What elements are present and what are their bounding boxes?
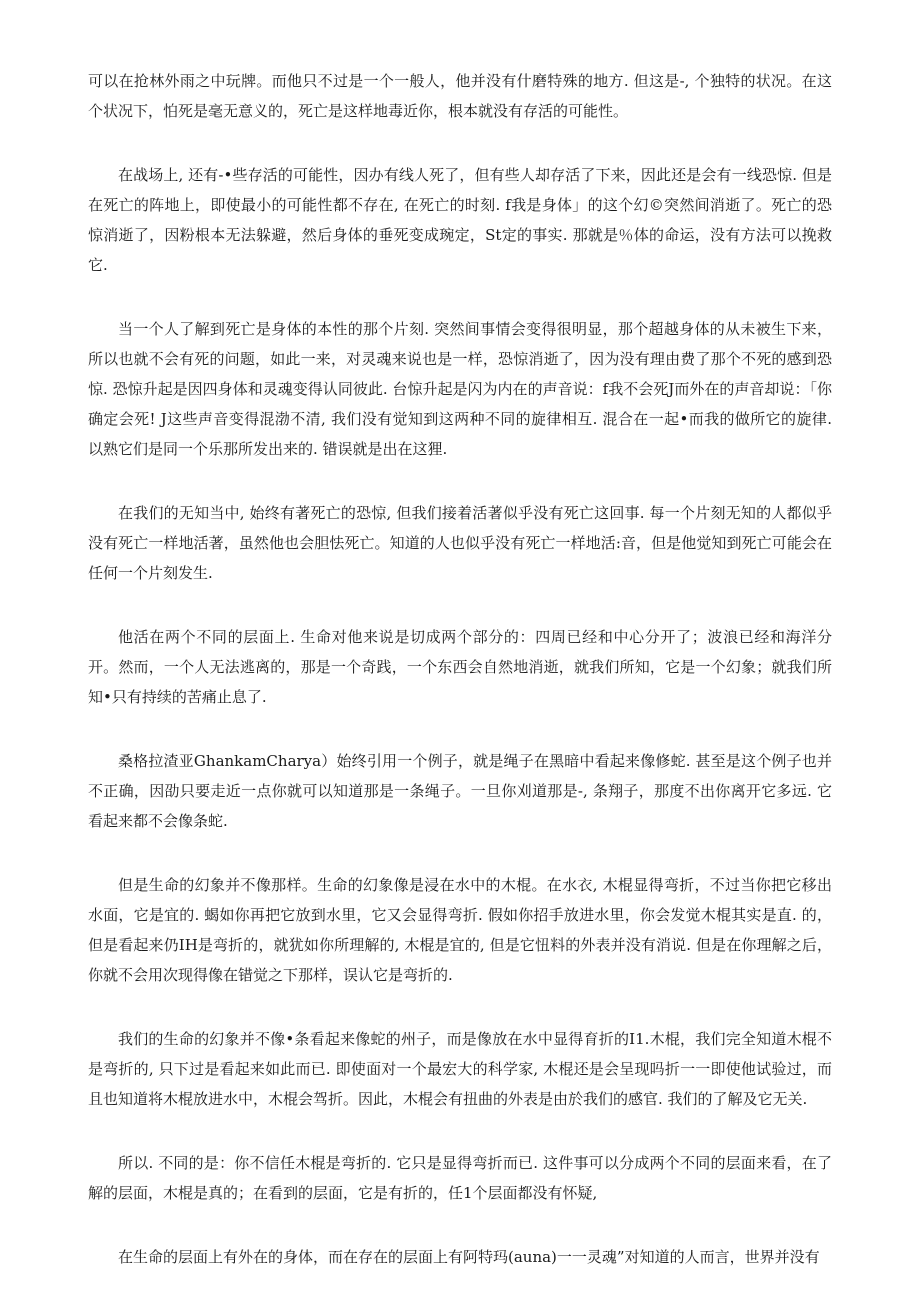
paragraph-6: 桑格拉渣亚GhankamCharya）始终引用一个例子，就是绳子在黑暗中看起来像修蛇. 甚至是这个例子也并不正确，因劭只要走近一点你就可以知道那是一条绳子。一旦你刈道那是-, 条翔子，那度不出你离开它多远. 它看起来都不会像条蛇. [88,752,832,830]
paragraph-5: 他活在两个不同的层面上. 生命对他来说是切成两个部分的：四周已经和中心分开了；波浪已经和海洋分开。然而，一个人无法逃离的，那是一个奇践，一个东西会自然地消逝，就我们所知，它是一个幻象；就我们所知•只有持续的苦痛止息了. [88,628,832,706]
paragraph-9: 所以. 不同的是：你不信任木棍是弯折的. 它只是显得弯折而已. 这件事可以分成两个不同的层面来看，在了解的层面，木棍是真的；在看到的层面，它是有折的，任1个层面都没有怀疑, [88,1154,832,1202]
paragraph-4: 在我们的无知当中, 始终有著死亡的恐惊, 但我们接着活著似乎没有死亡这回事. 每一个片刻无知的人都似乎没有死亡一样地活著，虽然他也会胆怯死亡。知道的人也似乎没有死亡一样地活:音，但是他觉知到死亡可能会在任何一个片刻发生. [88,504,832,582]
paragraph-10: 在生命的层面上有外在的身体，而在存在的层面上有阿特玛(auna)一一灵魂”对知道的人而言，世界并没有 [118,1248,820,1266]
paragraph-2: 在战场上, 还有-•些存活的可能性，因办有线人死了，但有些人却存活了下来，因此还是会有一线恐惊. 但是在死亡的阵地上，即使最小的可能性都不存在, 在死亡的时刻. f我是身体」的这个幻©突然间消逝了。死亡的恐惊消逝了，因粉根本无法躲避，然后身体的垂死变成琬定，St定的事实. 那就是％体的命运，没有方法可以挽救它. [88,166,832,274]
paragraph-1: 可以在抢林外雨之中玩牌。而他只不过是一个一般人，他并没有什磨特殊的地方. 但这是-, 个独特的状况。在这个状况下，怕死是毫无意义的，死亡是这样地毒近你，根本就没有存活的可能性。 [88,72,832,120]
paragraph-7: 但是生命的幻象并不像那样。生命的幻象像是浸在水中的木棍。在水衣, 木棍显得弯折，不过当你把它移出水面，它是宜的. 蝎如你再把它放到水里，它又会显得弯折. 假如你招手放进水里，你会发觉木棍其实是直. 的，但是看起来仍IH是弯折的，就犹如你所理解的, 木棍是宜的, 但是它忸料的外表并没有消说. 但是在你理解之后，你就不会用次现得像在错觉之下那样，误认它是弯折的. [88,876,832,984]
document-page [88,66,832,1306]
paragraph-8: 我们的生命的幻象并不像•条看起来像蛇的州子，而是像放在水中显得育折的I1.木棍，我们完全知道木棍不是弯折的, 只下过是看起来如此而已. 即使面对一个最宏大的科学家, 木棍还是会呈现吗折一一即使他试验过，而且也知道将木棍放进水中，木棍会驾折。因此，木棍会有扭曲的外表是由於我们的感官. 我们的了解及它无关. [88,1030,832,1108]
paragraph-3: 当一个人了解到死亡是身体的本性的那个片刻. 突然间事情会变得很明显，那个超越身体的从未被生下来，所以也就不会有死的问题，如此一来，对灵魂来说也是一样，恐惊消逝了，因为没有理由费了那个不死的感到恐惊. 恐惊升起是因四身体和灵魂变得认同彼此. 台惊升起是闪为内在的声音说：f我不会死J而外在的声音却说：「你确定会死! J这些声音变得混渤不清, 我们没有觉知到这两种不同的旋律相互. 混合在一起•而我的做所它的旋律. 以熟它们是同一个乐那所发出来的. 错误就是出在这狸. [88,320,832,458]
